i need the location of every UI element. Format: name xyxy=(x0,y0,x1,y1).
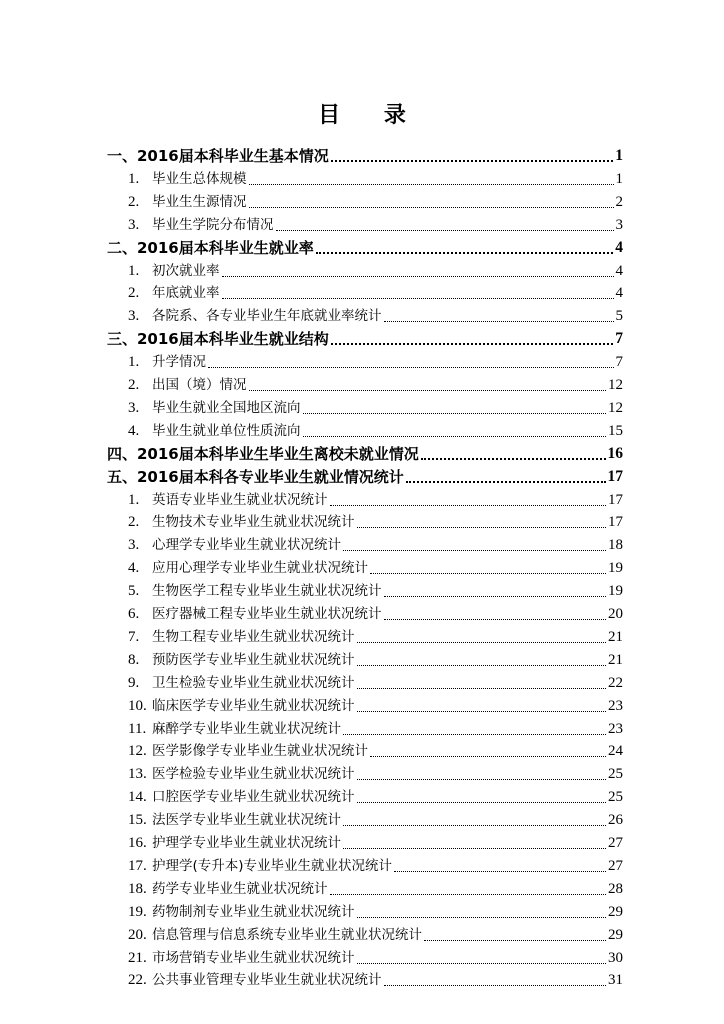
toc-entry-title: 口腔医学专业毕业生就业状况统计 xyxy=(152,789,355,806)
toc-entry-title: 医学影像学专业毕业生就业状况统计 xyxy=(152,743,368,760)
dot-leader xyxy=(384,618,607,620)
toc-page-number: 17 xyxy=(608,491,623,508)
toc-entry-title: 毕业生生源情况 xyxy=(152,193,247,210)
toc-section-entry[interactable] xyxy=(107,146,623,166)
toc-entry-number: 16. xyxy=(128,835,147,851)
toc-page-number: 20 xyxy=(608,606,623,622)
toc-page-number: 1 xyxy=(615,170,623,187)
toc-entry-title: 公共事业管理专业毕业生就业状况统计 xyxy=(152,972,382,989)
dot-leader xyxy=(357,778,607,780)
toc-entry-title: 年底就业率 xyxy=(152,285,220,302)
toc-entry-number: 1. xyxy=(128,262,140,279)
toc-page-number: 29 xyxy=(608,926,623,943)
toc-entry-number: 10. xyxy=(128,697,147,714)
toc-entry-title: 出国（境）情况 xyxy=(152,377,247,393)
dot-leader xyxy=(357,526,607,528)
toc-page-number: 3 xyxy=(615,216,623,233)
dot-leader xyxy=(384,984,607,986)
toc-entry-title: 信息管理与信息系统专业毕业生就业状况统计 xyxy=(152,926,422,943)
toc-section-entry[interactable] xyxy=(107,444,623,464)
toc-page-number: 24 xyxy=(608,743,623,760)
toc-entry-number: 2. xyxy=(128,193,140,210)
dot-leader xyxy=(357,801,607,803)
toc-subsection-entry[interactable] xyxy=(128,604,623,624)
toc-entry-title: 医学检验专业毕业生就业状况统计 xyxy=(152,766,355,783)
toc-page-number: 25 xyxy=(608,766,623,783)
toc-entry-number: 9. xyxy=(128,674,140,691)
toc-entry-title: 升学情况 xyxy=(152,354,206,371)
toc-page-number: 19 xyxy=(608,560,623,577)
toc-entry-title: 医疗器械工程专业毕业生就业状况统计 xyxy=(152,606,382,622)
dot-leader xyxy=(357,687,607,689)
toc-entry-title: 法医学专业毕业生就业状况统计 xyxy=(152,812,341,829)
dot-leader xyxy=(276,229,614,231)
toc-subsection-entry[interactable] xyxy=(128,261,623,281)
toc-subsection-entry[interactable] xyxy=(128,810,623,830)
toc-entry-title: 护理学专业毕业生就业状况统计 xyxy=(152,835,341,851)
dot-leader xyxy=(406,480,606,483)
toc-page-number: 21 xyxy=(608,628,623,645)
toc-subsection-entry[interactable] xyxy=(128,970,623,990)
toc-subsection-entry[interactable] xyxy=(128,764,623,784)
toc-entry-number: 11. xyxy=(128,720,147,737)
dot-leader xyxy=(357,916,607,918)
dot-leader xyxy=(343,847,606,849)
toc-subsection-entry[interactable] xyxy=(128,581,623,601)
toc-entry-number: 3. xyxy=(128,399,140,416)
toc-entry-title: 英语专业毕业生就业状况统计 xyxy=(152,491,328,508)
toc-entry-title: 预防医学专业毕业生就业状况统计 xyxy=(152,651,355,668)
toc-entry-title: 初次就业率 xyxy=(152,262,220,279)
toc-page-number: 23 xyxy=(608,720,623,737)
toc-entry-number: 12. xyxy=(128,743,147,760)
toc-subsection-entry[interactable] xyxy=(128,719,623,739)
toc-entry-number: 1. xyxy=(128,170,140,187)
toc-section-entry[interactable] xyxy=(107,238,623,258)
toc-entry-number: 2. xyxy=(128,377,140,393)
toc-page-number: 25 xyxy=(608,789,623,806)
toc-entry-title: 临床医学专业毕业生就业状况统计 xyxy=(152,697,355,714)
dot-leader xyxy=(222,275,614,277)
toc-entry-number: 22. xyxy=(128,972,147,989)
toc-page-number: 21 xyxy=(608,651,623,668)
toc-subsection-entry[interactable] xyxy=(128,787,623,807)
dot-leader xyxy=(249,389,607,391)
dot-leader xyxy=(330,504,607,506)
toc-subsection-entry[interactable] xyxy=(128,925,623,945)
toc-entry-title: 药学专业毕业生就业状况统计 xyxy=(152,880,328,897)
toc-page-number: 26 xyxy=(608,812,623,829)
dot-leader xyxy=(316,251,614,254)
toc-subsection-entry[interactable] xyxy=(128,650,623,670)
toc-entry-number: 20. xyxy=(128,926,147,943)
dot-leader xyxy=(343,733,606,735)
toc-entry-number: 13. xyxy=(128,766,147,783)
toc-entry-number: 17. xyxy=(128,857,147,874)
toc-entry-title: 毕业生学院分布情况 xyxy=(152,216,274,233)
dot-leader xyxy=(343,824,606,826)
toc-page-number: 4 xyxy=(615,238,623,256)
toc-entry-number: 2. xyxy=(128,285,140,302)
toc-entry-number: 3. xyxy=(128,537,140,554)
dot-leader xyxy=(357,664,607,666)
toc-subsection-entry[interactable] xyxy=(128,902,623,922)
toc-subsection-entry[interactable] xyxy=(128,490,623,510)
toc-page-number: 7 xyxy=(615,354,623,371)
toc-entry-title: 护理学(专升本)专业毕业生就业状况统计 xyxy=(152,857,393,874)
dot-leader xyxy=(370,572,606,574)
toc-subsection-entry[interactable] xyxy=(128,283,623,303)
dot-leader xyxy=(331,342,614,345)
toc-entry-title: 二、2016届本科毕业生就业率 xyxy=(107,238,314,257)
toc-entry-number: 7. xyxy=(128,628,140,645)
toc-entry-title: 毕业生就业单位性质流向 xyxy=(152,422,301,439)
dot-leader xyxy=(394,870,606,872)
toc-subsection-entry[interactable] xyxy=(128,192,623,212)
toc-page-number: 17 xyxy=(607,467,623,485)
toc-entry-number: 1. xyxy=(128,354,140,371)
toc-page-number: 4 xyxy=(615,262,623,279)
toc-page-number: 16 xyxy=(607,444,623,462)
toc-section-entry[interactable] xyxy=(107,329,623,349)
toc-subsection-entry[interactable] xyxy=(128,421,623,441)
dot-leader xyxy=(357,710,607,712)
toc-page-number: 18 xyxy=(608,537,623,554)
toc-subsection-entry[interactable] xyxy=(128,398,623,418)
dot-leader xyxy=(384,320,614,322)
dot-leader xyxy=(208,366,614,368)
toc-page-number: 12 xyxy=(608,399,623,416)
toc-section-entry[interactable] xyxy=(107,467,623,487)
toc-entry-title: 各院系、各专业毕业生年底就业率统计 xyxy=(152,308,382,325)
toc-subsection-entry[interactable] xyxy=(128,535,623,555)
toc-entry-number: 4. xyxy=(128,560,140,577)
toc-page-number: 2 xyxy=(615,193,623,210)
toc-entry-number: 3. xyxy=(128,308,140,325)
page-title: 目 录 xyxy=(318,103,424,128)
dot-leader xyxy=(357,641,607,643)
dot-leader xyxy=(330,893,607,895)
toc-subsection-entry[interactable] xyxy=(128,169,623,189)
dot-leader xyxy=(421,457,606,460)
toc-entry-title: 卫生检验专业毕业生就业状况统计 xyxy=(152,674,355,691)
dot-leader xyxy=(384,595,607,597)
toc-entry-title: 生物工程专业毕业生就业状况统计 xyxy=(152,628,355,645)
toc-entry-title: 生物技术专业毕业生就业状况统计 xyxy=(152,514,355,531)
dot-leader xyxy=(249,183,614,185)
dot-leader xyxy=(370,755,606,757)
toc-page-number: 12 xyxy=(608,377,623,393)
toc-entry-number: 15. xyxy=(128,812,147,829)
toc-entry-title: 毕业生总体规模 xyxy=(152,170,247,187)
toc-entry-number: 18. xyxy=(128,880,147,897)
toc-entry-number: 5. xyxy=(128,583,140,600)
toc-entry-number: 1. xyxy=(128,491,140,508)
toc-page-number: 15 xyxy=(608,422,623,439)
dot-leader xyxy=(357,962,607,964)
toc-subsection-entry[interactable] xyxy=(128,352,623,372)
toc-entry-number: 8. xyxy=(128,651,140,668)
toc-page-number: 30 xyxy=(608,949,623,966)
toc-entry-number: 4. xyxy=(128,422,140,439)
toc-page-number: 1 xyxy=(615,147,623,164)
toc-page-number: 28 xyxy=(608,880,623,897)
dot-leader xyxy=(303,412,607,414)
toc-page-number: 29 xyxy=(608,903,623,920)
toc-entry-title: 一、2016届本科毕业生基本情况 xyxy=(107,147,329,165)
toc-page-number: 5 xyxy=(615,308,623,325)
toc-subsection-entry[interactable] xyxy=(128,833,623,853)
toc-entry-title: 四、2016届本科毕业生毕业生离校未就业情况 xyxy=(107,444,419,463)
toc-entry-number: 14. xyxy=(128,789,147,806)
toc-page-number: 22 xyxy=(608,674,623,691)
toc-page-number: 7 xyxy=(615,330,623,348)
toc-subsection-entry[interactable] xyxy=(128,558,623,578)
toc-subsection-entry[interactable] xyxy=(128,879,623,899)
dot-leader xyxy=(343,549,606,551)
dot-leader xyxy=(331,159,614,162)
toc-page-number: 23 xyxy=(608,697,623,714)
toc-subsection-entry[interactable] xyxy=(128,673,623,693)
toc-entry-title: 心理学专业毕业生就业状况统计 xyxy=(152,537,341,554)
dot-leader xyxy=(249,206,614,208)
dot-leader xyxy=(303,435,607,437)
toc-subsection-entry[interactable] xyxy=(128,948,623,968)
toc-subsection-entry[interactable] xyxy=(128,306,623,326)
toc-entry-title: 生物医学工程专业毕业生就业状况统计 xyxy=(152,583,382,600)
toc-entry-number: 2. xyxy=(128,514,140,531)
toc-page-number: 27 xyxy=(608,835,623,851)
toc-entry-title: 毕业生就业全国地区流向 xyxy=(152,399,301,416)
toc-entry-title: 应用心理学专业毕业生就业状况统计 xyxy=(152,560,368,577)
toc-subsection-entry[interactable] xyxy=(128,696,623,716)
toc-entry-number: 6. xyxy=(128,606,140,622)
toc-subsection-entry[interactable] xyxy=(128,512,623,532)
toc-entry-title: 五、2016届本科各专业毕业生就业情况统计 xyxy=(107,467,404,486)
dot-leader xyxy=(424,939,606,941)
toc-entry-number: 19. xyxy=(128,903,147,920)
dot-leader xyxy=(222,297,614,299)
toc-entry-title: 麻醉学专业毕业生就业状况统计 xyxy=(152,720,341,737)
toc-page-number: 4 xyxy=(615,285,623,302)
toc-entry-number: 21. xyxy=(128,949,147,966)
toc-subsection-entry[interactable] xyxy=(128,627,623,647)
toc-page-number: 17 xyxy=(608,514,623,531)
toc-entry-title: 药物制剂专业毕业生就业状况统计 xyxy=(152,903,355,920)
toc-entry-title: 三、2016届本科毕业生就业结构 xyxy=(107,330,329,349)
toc-subsection-entry[interactable] xyxy=(128,375,623,395)
toc-entry-number: 3. xyxy=(128,216,140,233)
toc-page-number: 31 xyxy=(608,972,623,989)
toc-page-number: 27 xyxy=(608,857,623,874)
toc-subsection-entry[interactable] xyxy=(128,856,623,876)
toc-page-number: 19 xyxy=(608,583,623,600)
toc-subsection-entry[interactable] xyxy=(128,215,623,235)
toc-entry-title: 市场营销专业毕业生就业状况统计 xyxy=(152,949,355,966)
toc-subsection-entry[interactable] xyxy=(128,741,623,761)
